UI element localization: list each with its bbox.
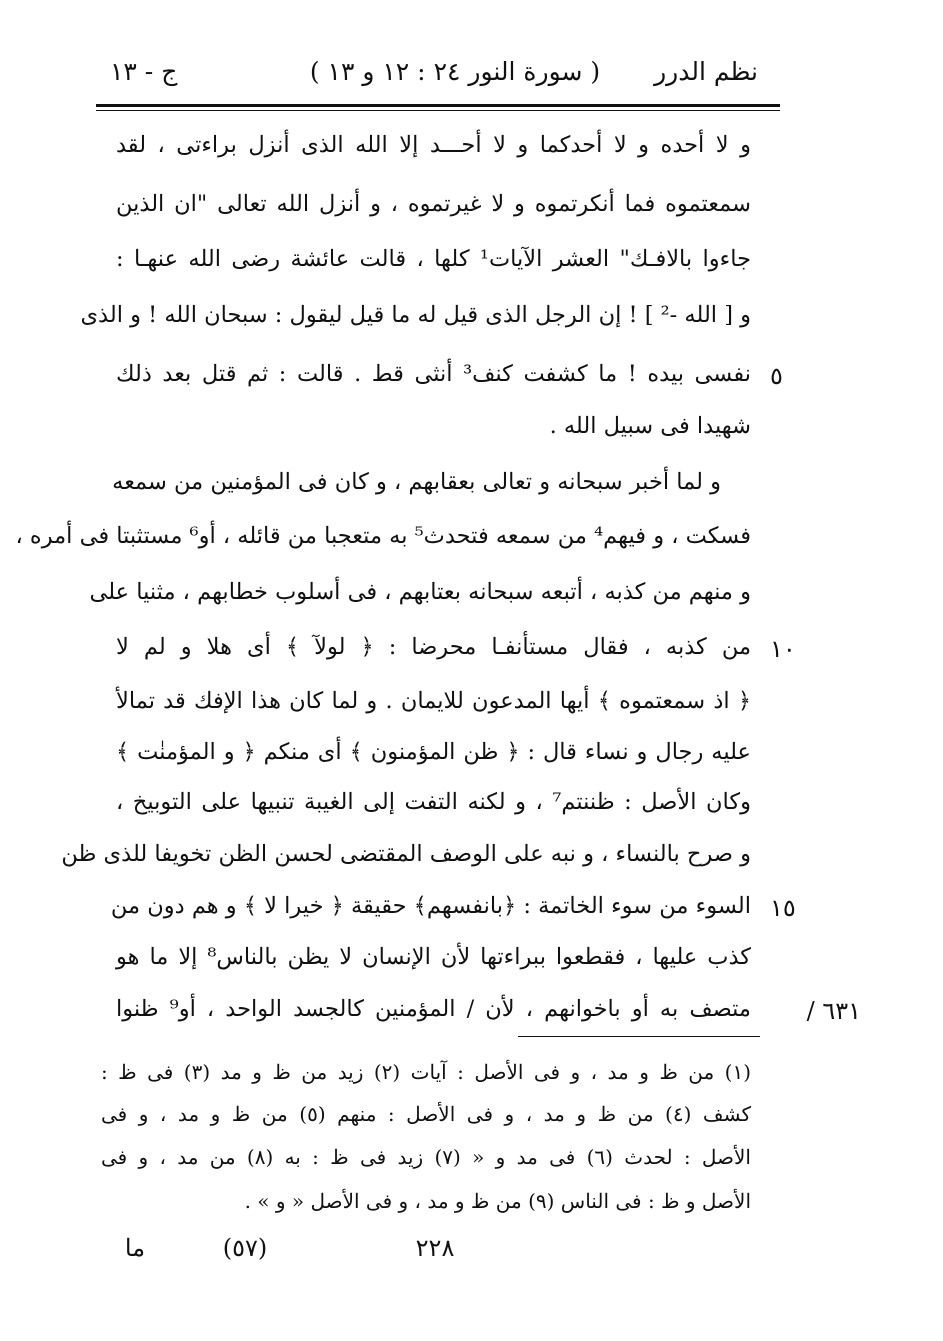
text-line: وكان الأصل : ظننتم⁷ ، و لكنه التفت إلى الغيبة تنبيها على التوبيخ ، <box>116 789 751 815</box>
header-rule-thin <box>96 110 780 111</box>
text-line: ﴿ اذ سمعتموه ﴾ أيها المدعون للايمان . و لما كان هذا الإفك قد تمالأ <box>116 688 751 714</box>
text-line: متصف به أو باخوانهم ، لأن / المؤمنين كالجسد الواحد ، أو⁹ ظنوا <box>116 996 751 1022</box>
text-line: و لما أخبر سبحانه و تعالى بعقابهم ، و كان فى المؤمنين من سمعه <box>112 469 721 495</box>
text-line: و منهم من كذبه ، أتبعه سبحانه بعتابهم ، فى أسلوب خطابهم ، مثنيا على <box>89 579 751 605</box>
footnote-line: كشف (٤) من ظ و مد ، و فى الأصل : منهم (٥) من ظ و مد ، و فى <box>101 1102 751 1126</box>
text-line: و صرح بالنساء ، و نبه على الوصف المقتضى لحسن الظن تخويفا للذى ظن <box>61 841 751 867</box>
text-line: شهيدا فى سبيل الله . <box>549 413 751 439</box>
part-number: (٥٧) <box>222 1234 268 1262</box>
part-label: ج - ١٣ <box>110 57 178 86</box>
text-line: من كذبه ، فقال مستأنفـا محرضا : ﴿ لولآ ﴾ أى هلا و لم لا <box>116 634 751 660</box>
text-line: و لا أحده و لا أحدكما و لا أحـــد إلا الله الذى أنزل براءتى ، لقد <box>116 132 751 158</box>
header-rule-thick <box>96 104 780 107</box>
footnote-separator <box>518 1036 760 1037</box>
footnote-line: الأصل : لحدث (٦) فى مد و « (٧) زيد فى ظ : به (٨) من مد ، و فى <box>101 1145 751 1169</box>
page-number: ٢٢٨ <box>415 1234 455 1262</box>
line-number: ١٠ <box>770 635 796 663</box>
text-line: السوء من سوء الخاتمة : ﴿بانفسهم﴾ حقيقة ﴿ خيرا لا ﴾ و هم دون من <box>110 893 751 919</box>
text-line: نفسى بيده ! ما كشفت كنف³ أنثى قط . قالت : ثم قتل بعد ذلك <box>116 361 751 387</box>
text-line: عليه رجال و نساء قال : ﴿ ظن المؤمنون ﴾ أى منكم ﴿ و المؤمنٰت ﴾ <box>116 739 751 765</box>
surah-reference: ( سورة النور ٢٤ : ١٢ و ١٣ ) <box>309 57 601 86</box>
text-line: جاءوا بالافـك" العشر الآيات¹ كلها ، قالت عائشة رضى الله عنهـا : <box>116 246 752 272</box>
text-line: سمعتموه فما أنكرتموه و لا غيرتموه ، و أنزل الله تعالى "ان الذين <box>116 191 751 217</box>
line-number: ١٥ <box>770 894 796 922</box>
text-line: كذب عليها ، فقطعوا ببراءتها لأن الإنسان لا يظن بالناس⁸ إلا ما هو <box>116 944 752 970</box>
book-title: نظم الدرر <box>654 57 758 86</box>
text-line: و [ الله -² ] ! إن الرجل الذى قيل له ما قيل ليقول : سبحان الله ! و الذى <box>80 302 751 328</box>
footnote-line: الأصل و ظ : فى الناس (٩) من ظ و مد ، و فى الأصل « و » . <box>244 1189 751 1213</box>
margin-folio-note: ٦٣١ / <box>806 997 861 1025</box>
catchword: ما <box>124 1234 146 1262</box>
line-number: ٥ <box>770 362 783 390</box>
text-line: فسكت ، و فيهم⁴ من سمعه فتحدث⁵ به متعجبا من قائله ، أو⁶ مستثبتا فى أمره ، <box>15 523 751 549</box>
footnote-line: (١) من ظ و مد ، و فى الأصل : آيات (٢) زيد من ظ و مد (٣) فى ظ : <box>101 1060 752 1084</box>
